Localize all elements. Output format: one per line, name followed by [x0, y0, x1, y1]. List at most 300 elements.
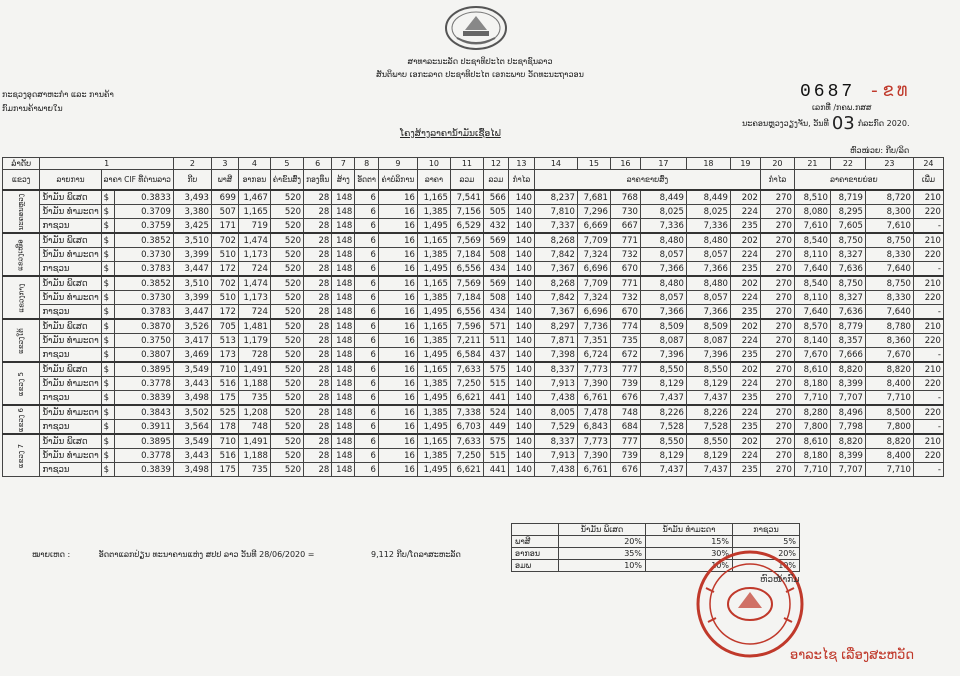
table-cell: 210 [913, 190, 943, 205]
table-cell: 8,337 [534, 362, 577, 377]
header-rate: ອັດຕາ [355, 170, 379, 191]
table-cell: 1,173 [238, 291, 270, 305]
table-cell: 441 [483, 463, 508, 477]
table-cell: 28 [304, 205, 332, 219]
table-cell: 270 [760, 463, 794, 477]
header-motto: ສັນຕິພາບ ເອກະລາດ ປະຊາທິປະໄຕ ເອກະພາບ ວັດທະນະຖາວອນ [376, 70, 584, 79]
table-cell: 566 [483, 190, 508, 205]
table-cell: 235 [730, 219, 760, 234]
table-cell: 8,480 [640, 276, 686, 291]
table-cell: 1,495 [417, 420, 450, 435]
table-cell: 235 [730, 420, 760, 435]
column-number: 3 [211, 158, 238, 170]
table-cell: 7,913 [534, 449, 577, 463]
table-cell: 7,709 [577, 233, 610, 248]
table-cell: 148 [332, 305, 355, 320]
header-retail-profit: ກຳໄລ [760, 170, 794, 191]
table-cell: 270 [760, 420, 794, 435]
table-cell: 748 [238, 420, 270, 435]
table-cell: 7,366 [640, 305, 686, 320]
table-cell: 3,425 [173, 219, 211, 234]
table-cell: 7,710 [865, 391, 913, 406]
table-cell: 748 [610, 405, 640, 420]
table-cell: 508 [483, 291, 508, 305]
table-cell: 0.3709 [115, 205, 173, 219]
table-cell: 28 [304, 391, 332, 406]
header-fund: ກອງທຶນ [304, 170, 332, 191]
doc-ref: ເລກທີ່ /ກຄພ.ກສສ [812, 103, 872, 112]
table-cell: 140 [508, 348, 534, 363]
table-cell: 220 [913, 248, 943, 262]
table-cell: - [913, 348, 943, 363]
currency-sign: $ [101, 190, 115, 205]
tax-rate: 10% [733, 560, 800, 572]
table-cell: 569 [483, 276, 508, 291]
table-cell: 1,165 [417, 319, 450, 334]
table-cell: 270 [760, 276, 794, 291]
table-cell: 210 [913, 276, 943, 291]
table-cell: 7,640 [865, 305, 913, 320]
table-cell: 8,399 [830, 449, 865, 463]
tax-rate: 35% [559, 548, 646, 560]
table-cell: 140 [508, 420, 534, 435]
table-cell: 8,057 [686, 248, 730, 262]
table-row [3, 248, 944, 262]
province-label: ນະຄອນຫຼວງ [17, 193, 26, 230]
column-number: 17 [640, 158, 686, 170]
table-cell: 28 [304, 420, 332, 435]
table-row [3, 449, 944, 463]
table-cell: 8,820 [830, 434, 865, 449]
table-cell: 0.3759 [115, 219, 173, 234]
product-name: ກາຊວນ [40, 391, 101, 406]
header-import-duty: ພາສີ [211, 170, 238, 191]
header-price: ລາຄາ [417, 170, 450, 191]
table-cell: 676 [610, 463, 640, 477]
tax-rate: 10% [559, 560, 646, 572]
table-cell: 730 [610, 205, 640, 219]
table-row [3, 219, 944, 234]
table-cell: 8,140 [794, 334, 830, 348]
table-cell: 148 [332, 262, 355, 277]
table-cell: 3,469 [173, 348, 211, 363]
currency-sign: $ [101, 463, 115, 477]
table-cell: - [913, 262, 943, 277]
column-number: 7 [332, 158, 355, 170]
table-cell: 520 [270, 305, 303, 320]
table-cell: 520 [270, 233, 303, 248]
table-cell: 8,610 [794, 362, 830, 377]
table-cell: 140 [508, 233, 534, 248]
table-cell: 511 [483, 334, 508, 348]
table-cell: 1,165 [417, 233, 450, 248]
table-row [3, 319, 944, 334]
table-cell: 699 [211, 190, 238, 205]
currency-sign: $ [101, 405, 115, 420]
table-cell: 735 [238, 391, 270, 406]
currency-sign: $ [101, 377, 115, 391]
table-cell: 224 [730, 205, 760, 219]
column-number: ລຳດັບ [3, 158, 40, 170]
table-cell: - [913, 420, 943, 435]
table-cell: 175 [211, 391, 238, 406]
table-cell: 507 [211, 205, 238, 219]
table-cell: 3,443 [173, 377, 211, 391]
table-cell: 670 [610, 305, 640, 320]
table-cell: 148 [332, 219, 355, 234]
column-number: 18 [686, 158, 730, 170]
table-cell: 1,385 [417, 291, 450, 305]
table-cell: 8,280 [794, 405, 830, 420]
table-cell: 148 [332, 420, 355, 435]
date-month-year: ກໍລະກົດ 2020. [857, 119, 910, 128]
footnote-label: ໝາຍເຫດ : [32, 550, 71, 559]
table-cell: 220 [913, 377, 943, 391]
currency-sign: $ [101, 305, 115, 320]
table-cell: 28 [304, 233, 332, 248]
table-cell: 7,640 [865, 262, 913, 277]
table-cell: 8,750 [865, 276, 913, 291]
table-cell: 0.3807 [115, 348, 173, 363]
table-cell: 7,636 [830, 262, 865, 277]
table-cell: 28 [304, 219, 332, 234]
table-cell: 6 [355, 190, 379, 205]
table-cell: 702 [211, 276, 238, 291]
table-cell: 3,447 [173, 305, 211, 320]
table-cell: 3,510 [173, 276, 211, 291]
table-cell: 520 [270, 362, 303, 377]
table-cell: 1,188 [238, 449, 270, 463]
table-cell: 202 [730, 190, 760, 205]
table-cell: 270 [760, 362, 794, 377]
table-cell: 8,449 [686, 190, 730, 205]
table-cell: 8,480 [686, 276, 730, 291]
table-cell: 520 [270, 248, 303, 262]
table-cell: 7,596 [450, 319, 483, 334]
product-name: ນ້ຳມັນ ພິເສດ [40, 276, 101, 291]
table-cell: 8,496 [830, 405, 865, 420]
province-label: ແຂວງ 5 [17, 371, 26, 396]
table-cell: 28 [304, 262, 332, 277]
table-cell: 7,438 [534, 463, 577, 477]
table-cell: 140 [508, 205, 534, 219]
table-cell: 8,057 [686, 291, 730, 305]
table-cell: 520 [270, 434, 303, 449]
table-cell: 8,550 [640, 434, 686, 449]
table-cell: 148 [332, 391, 355, 406]
column-number: 8 [355, 158, 379, 170]
table-cell: 8,399 [830, 377, 865, 391]
column-number: 5 [270, 158, 303, 170]
currency-sign: $ [101, 420, 115, 435]
table-cell: 7,800 [794, 420, 830, 435]
table-cell: 224 [730, 405, 760, 420]
table-cell: 8,080 [794, 205, 830, 219]
doc-number: 0687 [800, 82, 856, 102]
table-cell: 28 [304, 305, 332, 320]
table-cell: 202 [730, 434, 760, 449]
table-cell: 7,396 [686, 348, 730, 363]
table-cell: 7,710 [794, 463, 830, 477]
table-cell: 270 [760, 291, 794, 305]
table-cell: 8,129 [686, 377, 730, 391]
table-cell: 6,761 [577, 463, 610, 477]
table-cell: 7,610 [794, 219, 830, 234]
table-cell: 16 [378, 434, 417, 449]
table-cell: 220 [913, 205, 943, 219]
table-cell: 8,820 [865, 362, 913, 377]
currency-sign: $ [101, 291, 115, 305]
table-cell: 173 [211, 348, 238, 363]
table-cell: 3,502 [173, 405, 211, 420]
table-cell: 1,385 [417, 334, 450, 348]
table-cell: 1,385 [417, 405, 450, 420]
table-cell: 270 [760, 348, 794, 363]
table-cell: 0.3852 [115, 233, 173, 248]
table-cell: 16 [378, 391, 417, 406]
product-name: ກາຊວນ [40, 420, 101, 435]
product-name: ນ້ຳມັນ ພິເສດ [40, 190, 101, 205]
table-cell: 148 [332, 449, 355, 463]
table-cell: 7,528 [640, 420, 686, 435]
table-cell: - [913, 219, 943, 234]
province-cell [3, 233, 40, 276]
header-total-b: ລວມ [483, 170, 508, 191]
table-cell: 28 [304, 190, 332, 205]
table-cell: 6 [355, 319, 379, 334]
currency-sign: $ [101, 262, 115, 277]
table-cell: 16 [378, 405, 417, 420]
table-cell: 140 [508, 262, 534, 277]
table-cell: 520 [270, 205, 303, 219]
table-cell: 1,491 [238, 434, 270, 449]
table-cell: 508 [483, 248, 508, 262]
column-number: 4 [238, 158, 270, 170]
table-cell: 520 [270, 291, 303, 305]
province-label: ແຂວງກາງ [17, 282, 26, 313]
table-cell: 3,549 [173, 362, 211, 377]
table-cell: 16 [378, 348, 417, 363]
tax-header: ນ້ຳມັນ ພິເສດ [559, 524, 646, 536]
table-row [3, 205, 944, 219]
table-cell: 1,208 [238, 405, 270, 420]
table-cell: 510 [211, 291, 238, 305]
table-cell: 7,633 [450, 362, 483, 377]
table-row [3, 434, 944, 449]
table-cell: 220 [913, 449, 943, 463]
table-cell: 7,438 [534, 391, 577, 406]
table-cell: 16 [378, 205, 417, 219]
table-cell: 7,367 [534, 305, 577, 320]
table-cell: 3,493 [173, 190, 211, 205]
table-cell: 724 [238, 262, 270, 277]
table-cell: 28 [304, 276, 332, 291]
currency-sign: $ [101, 205, 115, 219]
product-name: ນ້ຳມັນ ທຳມະດາ [40, 334, 101, 348]
table-cell: 8,750 [830, 233, 865, 248]
currency-sign: $ [101, 391, 115, 406]
table-cell: 520 [270, 319, 303, 334]
table-cell: 171 [211, 219, 238, 234]
table-cell: 6,556 [450, 262, 483, 277]
table-cell: 140 [508, 463, 534, 477]
table-cell: 710 [211, 362, 238, 377]
table-cell: 520 [270, 391, 303, 406]
header-service: ຄ່າບໍລິການ [378, 170, 417, 191]
tax-row [512, 536, 800, 548]
column-number: 13 [508, 158, 534, 170]
currency-sign: $ [101, 233, 115, 248]
table-cell: 520 [270, 405, 303, 420]
table-cell: 8,226 [686, 405, 730, 420]
doc-number-suffix: -ຂທ [869, 82, 911, 102]
table-cell: 8,550 [686, 362, 730, 377]
table-cell: 520 [270, 334, 303, 348]
table-cell: 8,327 [830, 291, 865, 305]
column-number: 21 [794, 158, 830, 170]
table-cell: 16 [378, 219, 417, 234]
table-cell: 28 [304, 405, 332, 420]
table-cell: - [913, 463, 943, 477]
table-cell: 6,703 [450, 420, 483, 435]
table-cell: 7,773 [577, 362, 610, 377]
table-cell: 6,761 [577, 391, 610, 406]
table-cell: 7,366 [686, 305, 730, 320]
tax-rate: 10% [646, 560, 733, 572]
table-cell: 148 [332, 319, 355, 334]
product-name: ນ້ຳມັນ ທຳມະດາ [40, 449, 101, 463]
table-cell: 8,510 [794, 190, 830, 205]
table-cell: 16 [378, 377, 417, 391]
table-cell: 7,336 [686, 219, 730, 234]
table-cell: 1,165 [238, 205, 270, 219]
table-row [3, 276, 944, 291]
table-cell: 8,295 [830, 205, 865, 219]
product-name: ກາຊວນ [40, 463, 101, 477]
table-cell: 235 [730, 391, 760, 406]
table-cell: 7,398 [534, 348, 577, 363]
table-cell: 0.3843 [115, 405, 173, 420]
table-cell: 8,570 [794, 319, 830, 334]
table-cell: 202 [730, 276, 760, 291]
table-row [3, 391, 944, 406]
table-cell: 220 [913, 405, 943, 420]
table-cell: 7,640 [794, 305, 830, 320]
doc-date [742, 113, 910, 134]
product-name: ກາຊວນ [40, 348, 101, 363]
table-cell: 140 [508, 190, 534, 205]
table-cell: 7,529 [534, 420, 577, 435]
column-number: 2 [173, 158, 211, 170]
table-cell: 7,707 [830, 391, 865, 406]
table-cell: 735 [610, 334, 640, 348]
table-cell: 3,380 [173, 205, 211, 219]
table-cell: 0.3833 [115, 190, 173, 205]
currency-sign: $ [101, 219, 115, 234]
table-cell: 0.3783 [115, 305, 173, 320]
table-cell: 8,550 [686, 434, 730, 449]
table-cell: 7,707 [830, 463, 865, 477]
column-number: 1 [40, 158, 173, 170]
column-number: 24 [913, 158, 943, 170]
table-cell: 515 [483, 377, 508, 391]
table-cell: 8,057 [640, 248, 686, 262]
table-cell: 7,666 [830, 348, 865, 363]
exchange-rate: 9,112 [371, 550, 394, 559]
table-cell: 7,390 [577, 377, 610, 391]
table-cell: 516 [211, 449, 238, 463]
table-cell: 28 [304, 248, 332, 262]
table-row [3, 291, 944, 305]
table-cell: 235 [730, 348, 760, 363]
table-cell: 7,633 [450, 434, 483, 449]
tax-label: ອມພ [512, 560, 559, 572]
table-cell: 739 [610, 377, 640, 391]
table-cell: 1,385 [417, 248, 450, 262]
table-cell: 8,025 [686, 205, 730, 219]
table-cell: 7,681 [577, 190, 610, 205]
province-cell [3, 319, 40, 362]
table-cell: 28 [304, 319, 332, 334]
table-row [3, 305, 944, 320]
table-cell: 8,025 [640, 205, 686, 219]
table-cell: 7,184 [450, 291, 483, 305]
table-cell: 270 [760, 205, 794, 219]
province-cell [3, 405, 40, 434]
table-cell: 202 [730, 362, 760, 377]
table-cell: 7,773 [577, 434, 610, 449]
table-cell: 16 [378, 248, 417, 262]
table-cell: 28 [304, 434, 332, 449]
table-cell: 667 [610, 219, 640, 234]
currency-sign: $ [101, 334, 115, 348]
table-cell: 774 [610, 319, 640, 334]
table-cell: 437 [483, 348, 508, 363]
province-cell [3, 362, 40, 405]
product-name: ນ້ຳມັນ ທຳມະດາ [40, 205, 101, 219]
table-cell: 6,696 [577, 305, 610, 320]
table-cell: 7,437 [640, 391, 686, 406]
table-cell: 270 [760, 190, 794, 205]
table-cell: 148 [332, 334, 355, 348]
table-cell: 172 [211, 262, 238, 277]
table-cell: 8,480 [640, 233, 686, 248]
column-number: 20 [760, 158, 794, 170]
table-cell: 224 [730, 291, 760, 305]
table-cell: 28 [304, 449, 332, 463]
table-cell: 148 [332, 248, 355, 262]
currency-sign: $ [101, 276, 115, 291]
table-cell: 3,564 [173, 420, 211, 435]
table-cell: 7,211 [450, 334, 483, 348]
table-cell: 8,180 [794, 449, 830, 463]
table-cell: 8,268 [534, 276, 577, 291]
table-cell: 28 [304, 334, 332, 348]
table-cell: 16 [378, 334, 417, 348]
table-cell: 520 [270, 276, 303, 291]
column-number: 15 [577, 158, 610, 170]
table-cell: 719 [238, 219, 270, 234]
signer-title: ຫົວໜ້າກົມ [760, 575, 800, 585]
footnote [32, 550, 461, 559]
table-cell: 140 [508, 434, 534, 449]
column-number: 11 [450, 158, 483, 170]
table-cell: 3,399 [173, 248, 211, 262]
currency-sign: $ [101, 248, 115, 262]
table-cell: 0.3839 [115, 463, 173, 477]
table-cell: 8,268 [534, 233, 577, 248]
province-cell [3, 190, 40, 233]
